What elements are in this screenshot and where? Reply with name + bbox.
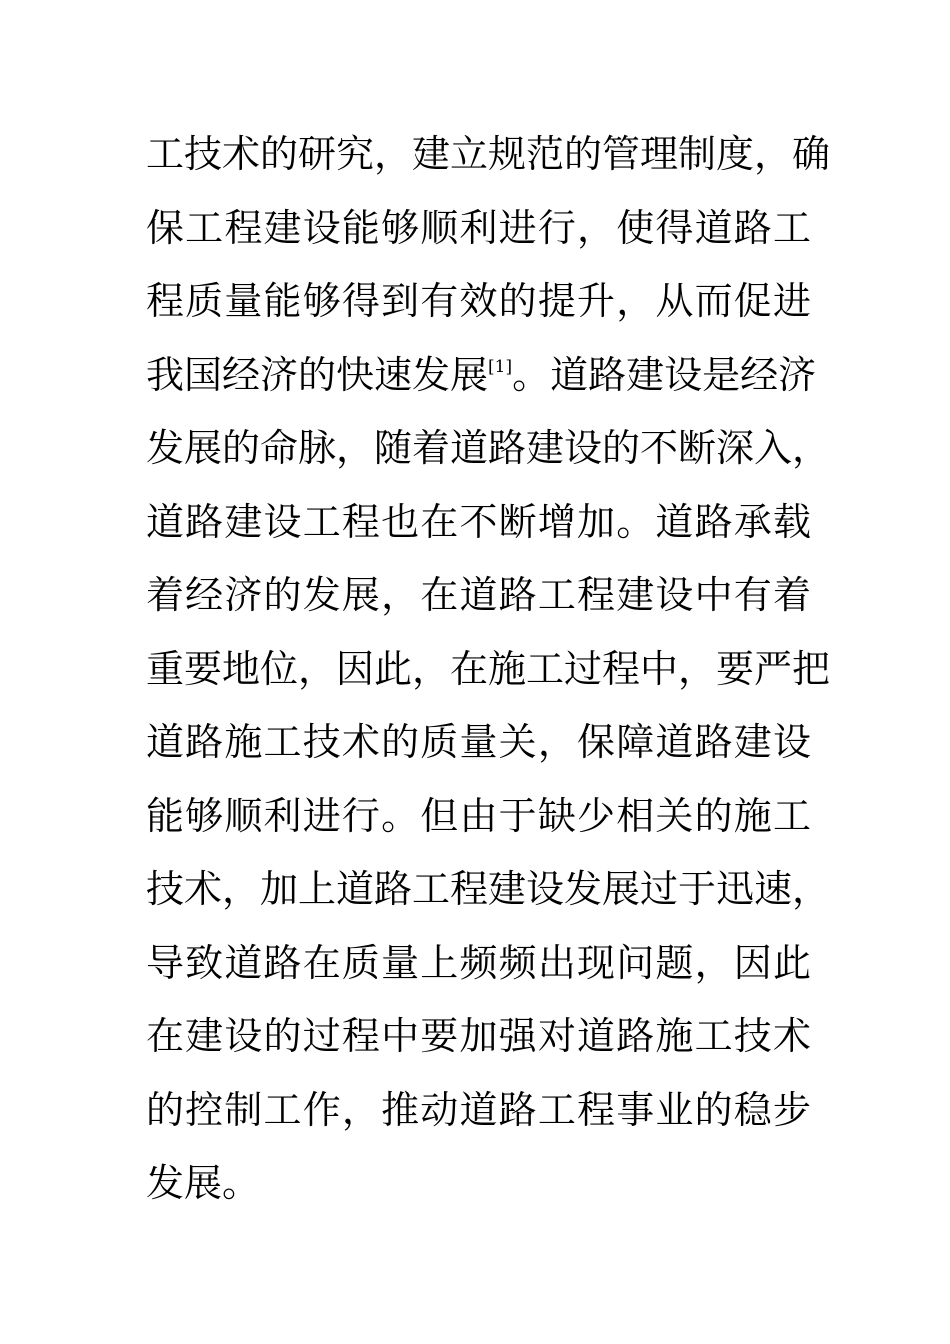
text-line-14: 的控制工作，推动道路工程事业的稳步 [146, 1087, 811, 1132]
text-line-4 [146, 339, 817, 413]
text-line-11: 技术，加上道路工程建设发展过于迅速， [146, 867, 831, 911]
citation-reference: [1] [488, 356, 513, 377]
text-line-12: 导致道路在质量上频频出现问题，因此 [146, 940, 811, 985]
text-line-13: 在建设的过程中要加强对道路施工技术 [146, 1014, 811, 1058]
text-line-10: 能够顺利进行。但由于缺少相关的施工 [146, 793, 811, 838]
text-line-8: 重要地位，因此，在施工过程中，要严把 [146, 646, 831, 691]
text-line-7: 着经济的发展，在道路工程建设中有着 [146, 573, 811, 617]
text-line-5: 发展的命脉，随着道路建设的不断深入， [146, 426, 831, 470]
text-line-6: 道路建设工程也在不断增加。道路承载 [146, 499, 811, 544]
text-line-1: 工技术的研究，建立规范的管理制度，确 [146, 132, 831, 176]
text-line-3: 程质量能够得到有效的提升，从而促进 [146, 279, 811, 323]
text-line-15: 发展。 [146, 1161, 261, 1205]
text-line-9: 道路施工技术的质量关，保障道路建设 [146, 720, 811, 764]
text-line-2: 保工程建设能够顺利进行，使得道路工 [146, 205, 811, 250]
body-paragraph [146, 118, 831, 1221]
text-line-4-start: 我国经济的快速发展 [146, 352, 489, 397]
text-line-4-end: 。道路建设是经济 [512, 352, 817, 397]
